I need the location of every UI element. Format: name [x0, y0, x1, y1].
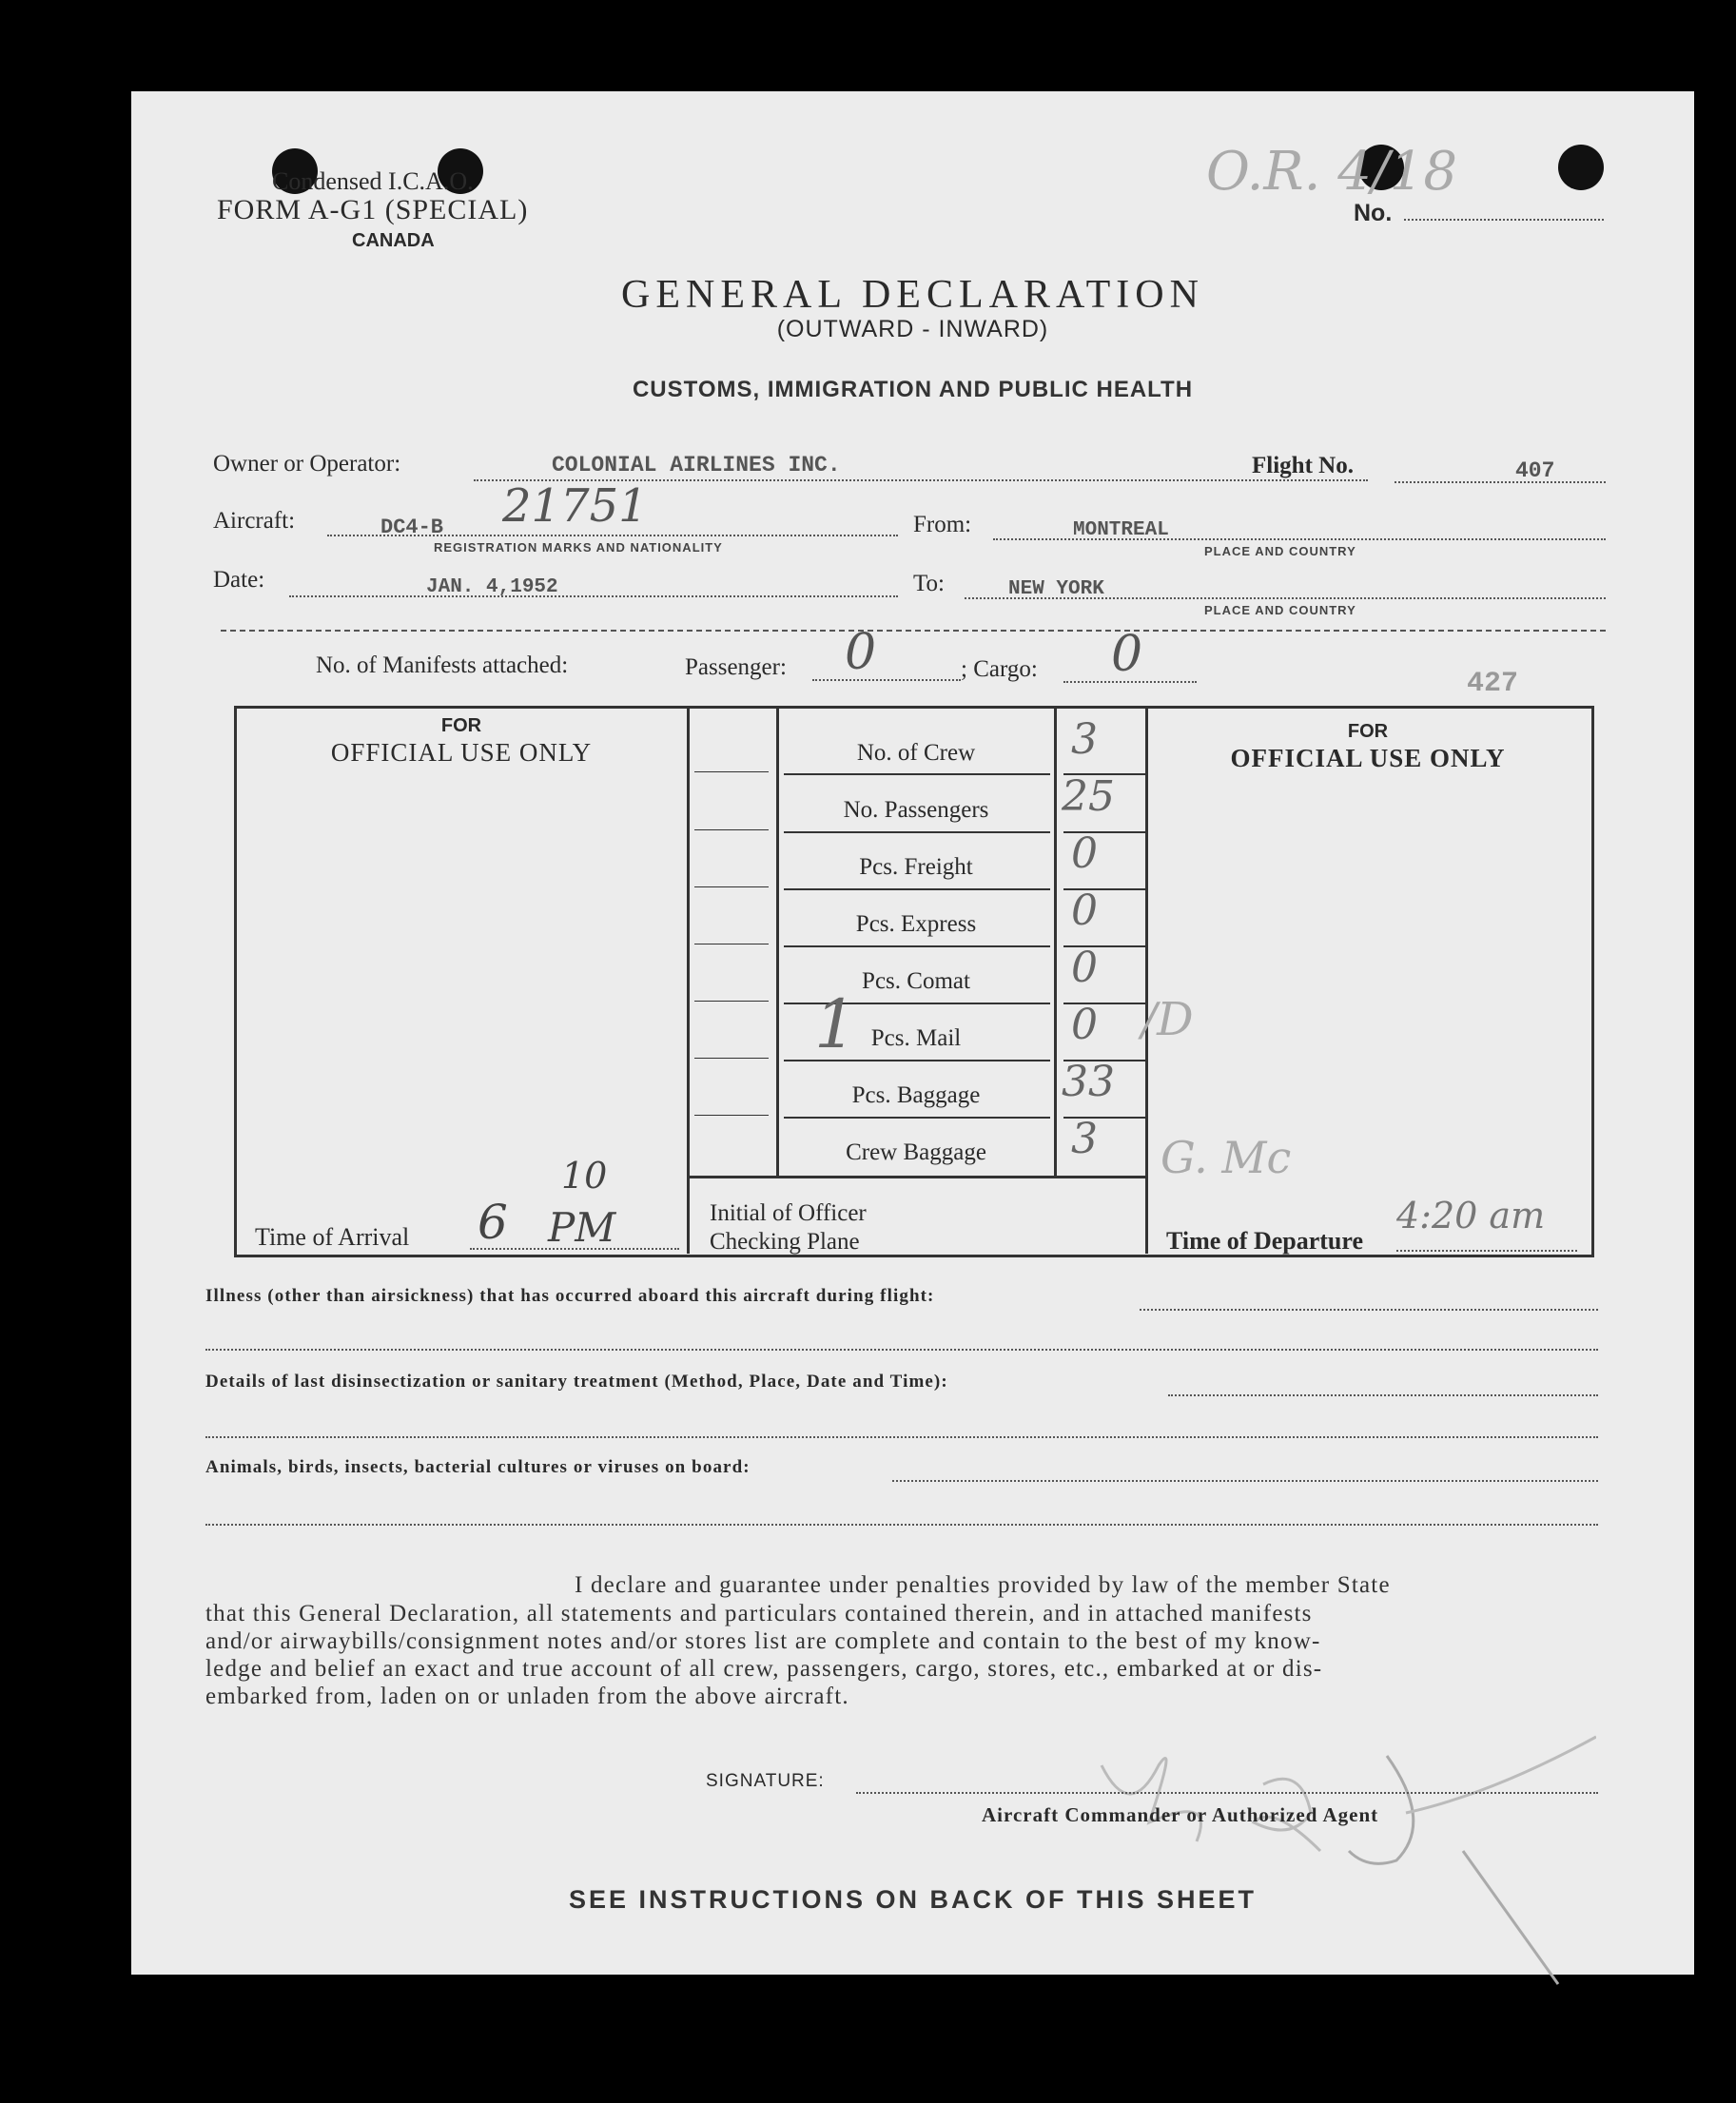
disinsect-line2 — [205, 1436, 1598, 1438]
aircraft-caption: REGISTRATION MARKS AND NATIONALITY — [434, 540, 723, 555]
disinsect-question: Details of last disinsectization or sanitary treatment (Method, Place, Date and Time): — [205, 1372, 948, 1392]
mail-note: 1 — [814, 985, 857, 1063]
declaration-line3: and/or airwaybills/consignment notes and/or stores list are complete and contain to the best of my know- — [205, 1628, 1321, 1654]
disinsect-line1 — [1168, 1394, 1598, 1396]
illness-line1 — [1140, 1309, 1598, 1311]
illness-line2 — [205, 1349, 1598, 1351]
row-tick — [694, 771, 769, 772]
aircraft-label: Aircraft: — [213, 508, 296, 534]
row-tick — [694, 1115, 769, 1116]
form-code-line1: Condensed I.C.A.O. — [272, 167, 474, 195]
table-divider — [1145, 708, 1148, 1254]
table-rule — [689, 1176, 1145, 1178]
declaration-line2: that this General Declaration, all statements and particulars contained therein, and in attached manifests — [205, 1601, 1313, 1626]
signature-label: SIGNATURE: — [706, 1771, 825, 1791]
arrival-line — [470, 1248, 679, 1250]
to-label: To: — [913, 571, 945, 596]
passenger-manifest-value: 0 — [845, 624, 877, 681]
row-label-crew: No. of Crew — [856, 740, 976, 766]
row-label-express: Pcs. Express — [855, 911, 977, 937]
row-tick — [694, 1001, 769, 1002]
departure-label: Time of Departure — [1166, 1227, 1363, 1255]
date-value: JAN. 4,1952 — [426, 576, 558, 598]
form-code-line3: CANADA — [352, 230, 435, 251]
declaration-line5: embarked from, laden on or unladen from the above aircraft. — [205, 1684, 849, 1709]
row-tick — [694, 886, 769, 887]
row-rule — [784, 831, 1050, 833]
row-rule — [784, 773, 1050, 775]
aircraft-type: DC4-B — [380, 516, 444, 539]
date-line — [289, 595, 898, 597]
row-value-freight: 0 — [1071, 829, 1098, 878]
page-subtitle: (OUTWARD - INWARD) — [776, 316, 1049, 342]
row-label-mail: Pcs. Mail — [870, 1025, 962, 1051]
row-label-freight: Pcs. Freight — [859, 854, 973, 880]
signature-caption: Aircraft Commander or Authorized Agent — [982, 1803, 1379, 1826]
declaration-line4: ledge and belief an exact and true account of all crew, passengers, cargo, stores, etc., embarked at or dis- — [205, 1656, 1323, 1682]
manifest-stamp: 427 — [1467, 668, 1519, 700]
header-rule — [221, 630, 1606, 632]
cargo-manifest-label: ; Cargo: — [961, 656, 1038, 682]
row-rule — [784, 945, 1050, 947]
arrival-label: Time of Arrival — [255, 1223, 410, 1251]
row-rule — [784, 888, 1050, 890]
arrival-hour: 6 — [478, 1195, 508, 1250]
row-label-baggage: Pcs. Baggage — [851, 1082, 981, 1108]
initial-label-line1: Initial of Officer — [710, 1200, 867, 1226]
row-value-passengers: 25 — [1062, 772, 1115, 821]
illness-question: Illness (other than airsickness) that has occurred aboard this aircraft during flight: — [205, 1286, 935, 1306]
date-label: Date: — [213, 567, 265, 593]
handwritten-signature — [987, 1708, 1596, 2003]
from-value: MONTREAL — [1073, 519, 1169, 541]
departure-line — [1396, 1250, 1577, 1252]
row-value-crew: 3 — [1071, 715, 1098, 764]
flight-label: Flight No. — [1252, 453, 1354, 478]
officer-signature: G. Mc — [1161, 1132, 1292, 1183]
form-sheet — [131, 91, 1694, 1975]
cargo-manifest-value: 0 — [1111, 626, 1143, 683]
animals-question: Animals, birds, insects, bacterial cultures or viruses on board: — [205, 1457, 751, 1477]
aircraft-line — [327, 535, 898, 536]
form-number-value: O.R. 4/18 — [1206, 141, 1457, 203]
to-line — [965, 597, 1606, 599]
left-for-label: FOR — [440, 715, 482, 736]
form-code-line2: FORM A-G1 (SPECIAL) — [217, 194, 529, 225]
left-official-label: OFFICIAL USE ONLY — [330, 738, 593, 767]
table-divider — [687, 708, 690, 1254]
row-label-passengers: No. Passengers — [843, 797, 989, 823]
agencies-line: CUSTOMS, IMMIGRATION AND PUBLIC HEALTH — [632, 377, 1194, 402]
row-tick — [694, 829, 769, 830]
departure-value: 4:20 am — [1396, 1195, 1546, 1236]
instructions-footer: SEE INSTRUCTIONS ON BACK OF THIS SHEET — [568, 1885, 1258, 1914]
cargo-manifest-line — [1063, 681, 1197, 683]
row-value-mail: 0 — [1071, 1001, 1098, 1049]
from-caption: PLACE AND COUNTRY — [1204, 544, 1356, 558]
from-line — [993, 538, 1606, 540]
row-rule — [784, 1117, 1050, 1119]
form-number-line — [1404, 219, 1604, 221]
passenger-manifest-label: Passenger: — [685, 654, 787, 680]
row-value-baggage: 33 — [1062, 1058, 1115, 1106]
mail-annotation: /D — [1141, 993, 1194, 1046]
page-title: GENERAL DECLARATION — [621, 273, 1204, 317]
passenger-manifest-line — [812, 679, 961, 681]
flight-line — [1395, 481, 1606, 483]
right-for-label: FOR — [1347, 721, 1389, 742]
row-value-crew-baggage: 3 — [1071, 1115, 1098, 1163]
form-number-label: No. — [1354, 200, 1393, 226]
animals-line2 — [205, 1524, 1598, 1526]
punch-hole — [1558, 145, 1604, 190]
row-tick — [694, 1058, 769, 1059]
from-label: From: — [913, 512, 972, 537]
table-divider — [776, 708, 779, 1177]
row-value-comat: 0 — [1071, 944, 1098, 992]
aircraft-reg: 21751 — [502, 479, 648, 533]
arrival-ampm: PM — [548, 1204, 616, 1251]
owner-label: Owner or Operator: — [213, 451, 401, 477]
table-divider — [1054, 708, 1057, 1177]
row-label-crew-baggage: Crew Baggage — [846, 1139, 986, 1165]
row-value-express: 0 — [1071, 886, 1098, 935]
to-caption: PLACE AND COUNTRY — [1204, 603, 1356, 617]
manifests-label: No. of Manifests attached: — [316, 652, 569, 678]
row-label-comat: Pcs. Comat — [862, 968, 970, 994]
right-official-label: OFFICIAL USE ONLY — [1230, 744, 1506, 772]
declaration-line1: I declare and guarantee under penalties provided by law of the member State — [575, 1572, 1391, 1598]
animals-line1 — [892, 1480, 1598, 1482]
signature-line — [856, 1792, 1598, 1794]
flight-value: 407 — [1515, 458, 1555, 483]
initial-label-line2: Checking Plane — [710, 1229, 860, 1255]
to-value: NEW YORK — [1008, 578, 1104, 600]
owner-value: COLONIAL AIRLINES INC. — [552, 453, 841, 477]
arrival-minutes: 10 — [561, 1155, 608, 1197]
